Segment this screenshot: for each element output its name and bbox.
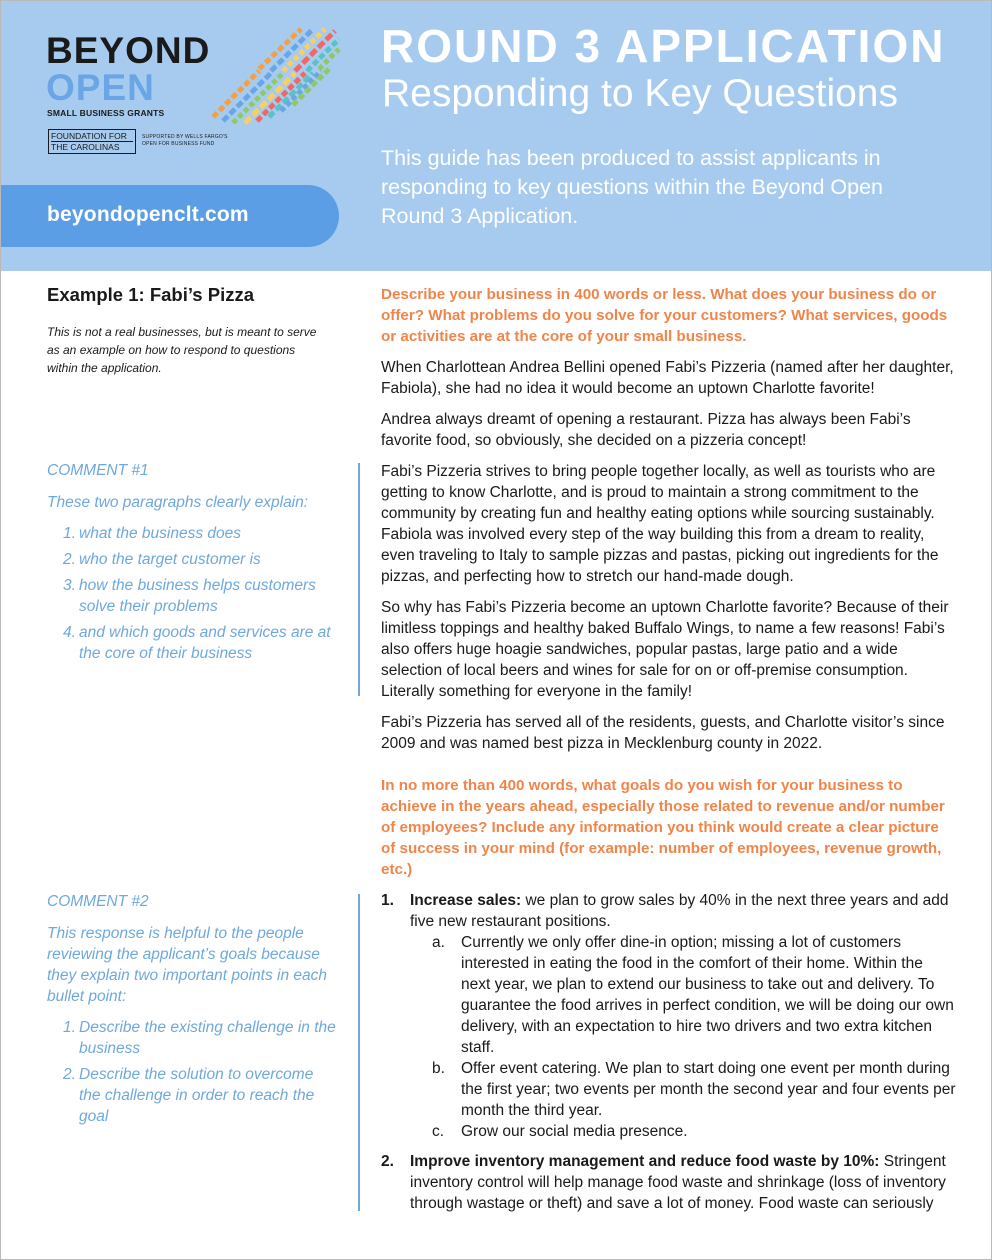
logo-arrow-icon <box>209 25 341 125</box>
website-url[interactable]: beyondopenclt.com <box>47 203 249 226</box>
comment-1-divider <box>358 463 360 696</box>
goal-subitem <box>410 1058 956 1121</box>
example-title: Example 1: Fabi’s Pizza <box>47 284 255 305</box>
comment-2 <box>47 891 337 1132</box>
logo-arrow-stripes <box>213 29 339 123</box>
intro-text: This guide has been produced to assist applicants in responding to key questions within the Beyond Open Round 3 Application. <box>381 146 883 228</box>
comment-1 <box>47 460 337 669</box>
goal-title: Improve inventory management and reduce food waste by 10%: <box>410 1153 880 1170</box>
list-text: how the business helps customers solve their problems <box>79 577 316 615</box>
website-pill <box>1 185 339 247</box>
subitem-text: Offer event catering. We plan to start doing one event per month during the first year; two events per month the second year and four events per month the third year. <box>461 1060 956 1119</box>
page-subtitle: Responding to Key Questions <box>382 72 898 115</box>
comment-lead: These two paragraphs clearly explain: <box>47 494 309 511</box>
list-number: 4. <box>63 624 76 641</box>
comment-list <box>47 1017 337 1127</box>
supported-line-1: SUPPORTED BY WELLS FARGO'S <box>142 134 228 140</box>
answer-paragraph: When Charlottean Andrea Bellini opened Fabi’s Pizzeria (named after her daughter, Fabiola), she had no idea it would become an uptown Charlotte favorite! <box>381 359 954 397</box>
subitem-letter: b. <box>432 1060 445 1077</box>
comment-list-item <box>47 1064 337 1127</box>
answer-paragraph: Fabi’s Pizzeria strives to bring people together locally, as well as tourists who are getting to know Charlotte, and is proud to maintain a strong commitment to the community by creating fun and healthy eating options while sourcing sustainably. Fabiola was involved every step of the way building this from a dream to reality, even traveling to Italy to sample pizzas and pastas, picking out ingredients for the pizzas, and perfecting how to stretch our hand-made dough. <box>381 463 939 585</box>
goal-item <box>381 1151 956 1214</box>
subitem-letter: a. <box>432 934 445 951</box>
list-text: and which goods and services are at the core of their business <box>79 624 331 662</box>
goal-text: Stringent inventory control will help manage food waste and shrinkage (loss of inventory through wastage or theft) and save a lot of money. Food waste can seriously <box>410 1153 946 1212</box>
goal-subitem <box>410 1121 956 1142</box>
comment-list-item <box>47 575 337 617</box>
list-text: Describe the solution to overcome the challenge in order to reach the goal <box>79 1066 315 1125</box>
page-title: ROUND 3 APPLICATION <box>381 20 946 72</box>
answer-paragraph: So why has Fabi’s Pizzeria become an uptown Charlotte favorite? Because of their limitless toppings and healthy baked Buffalo Wings, to name a few reasons! Fabi’s also offers huge hoagie sandwiches, popular pastas, large patio and a wide selection of local beers and wines for sale for on or off-premise consumption. Literally something for everyone in the family! <box>381 599 949 700</box>
goal-text: we plan to grow sales by 40% in the next three years and add five new restaurant positions. <box>410 892 949 930</box>
comment-list-item <box>47 622 337 664</box>
goals-list <box>381 890 956 1214</box>
goal-number: 1. <box>381 892 394 909</box>
list-number: 2. <box>63 1066 76 1083</box>
comment-heading: COMMENT #1 <box>47 462 149 479</box>
comment-list-item <box>47 1017 337 1059</box>
question-2: In no more than 400 words, what goals do you wish for your business to achieve in the years ahead, especially those related to revenue and/or number of employees? Include any information you think would create a clear picture of success in your mind (for example: number of employees, revenue growth, etc.) <box>381 777 945 878</box>
main-content <box>381 284 956 1214</box>
subitem-text: Currently we only offer dine-in option; missing a lot of customers interested in eating the food in the comfort of their home. Within the next year, we plan to extend our business to take out and delivery. To guarantee the food arrives in perfect condition, we will be doing our own delivery, with an expectation to hire two drivers and two extra kitchen staff. <box>461 934 954 1056</box>
page-header <box>1 1 991 271</box>
list-text: who the target customer is <box>79 551 261 568</box>
foundation-line-2: THE CAROLINAS <box>51 142 120 152</box>
goal-title: Increase sales: <box>410 892 522 909</box>
supported-by-text <box>142 134 242 148</box>
logo-tagline: SMALL BUSINESS GRANTS <box>47 108 165 118</box>
goal-number: 2. <box>381 1153 394 1170</box>
list-number: 2. <box>63 551 76 568</box>
example-note: This is not a real businesses, but is meant to serve as an example on how to respond to questions within the application. <box>47 325 317 375</box>
list-text: Describe the existing challenge in the business <box>79 1019 336 1057</box>
foundation-logo <box>48 129 136 154</box>
subitem-text: Grow our social media presence. <box>461 1123 688 1140</box>
comment-list <box>47 523 337 664</box>
logo-word-beyond: BEYOND <box>46 30 211 71</box>
list-number: 3. <box>63 577 76 594</box>
goal-subitem <box>410 932 956 1058</box>
list-number: 1. <box>63 525 76 542</box>
goal-item <box>381 890 956 1142</box>
comment-2-divider <box>358 894 360 1211</box>
list-text: what the business does <box>79 525 241 542</box>
comment-list-item <box>47 549 337 570</box>
subitem-letter: c. <box>432 1123 445 1140</box>
question-1: Describe your business in 400 words or less. What does your business do or offer? What problems do you solve for your customers? What services, goods or activities are at the core of your small business. <box>381 286 948 345</box>
comment-list-item <box>47 523 337 544</box>
logo-word-open: OPEN <box>46 67 155 108</box>
goal-subitems <box>410 932 956 1142</box>
answer-paragraph: Andrea always dreamt of opening a restaurant. Pizza has always been Fabi’s favorite food, so obviously, she decided on a pizzeria concept! <box>381 411 911 449</box>
comment-heading: COMMENT #2 <box>47 893 149 910</box>
answer-paragraph: Fabi’s Pizzeria has served all of the residents, guests, and Charlotte visitor’s since 2009 and was named best pizza in Mecklenburg county in 2022. <box>381 714 945 752</box>
list-number: 1. <box>63 1019 76 1036</box>
comment-lead: This response is helpful to the people reviewing the applicant’s goals because they explain two important points in each bullet point: <box>47 925 328 1005</box>
supported-line-2: OPEN FOR BUSINESS FUND <box>142 141 215 147</box>
foundation-line-1: FOUNDATION FOR <box>51 131 133 142</box>
